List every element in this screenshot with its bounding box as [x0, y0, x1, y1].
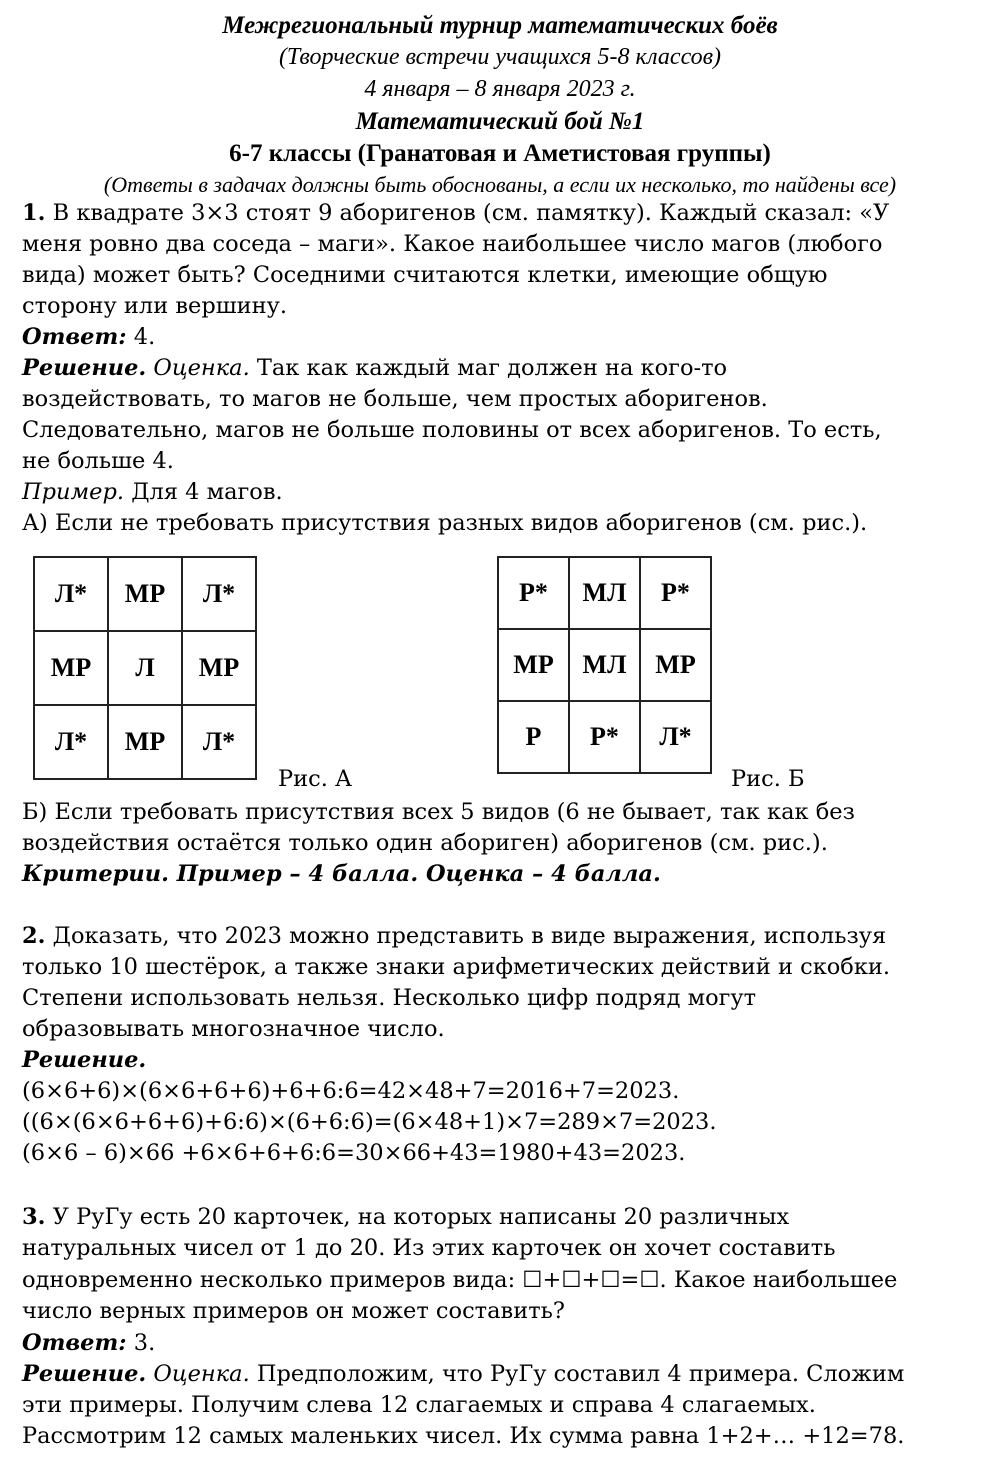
problem-1-solution-line-3: Следовательно, магов не больше половины от всех аборигенов. То есть,: [22, 417, 882, 443]
grades-heading: 6-7 классы (Гранатовая и Аметистовая группы): [229, 140, 771, 167]
battle-title: Математический бой №1: [355, 108, 645, 135]
grid-cell: Л*: [34, 557, 108, 631]
problem-3-line-4: число верных примеров он может составить?: [22, 1298, 565, 1324]
grid-row: [498, 557, 711, 629]
problem-1-case-b-line-1: Б) Если требовать присутствия всех 5 видов (6 не бывает, так как без: [22, 799, 855, 825]
tournament-subtitle: (Творческие встречи учащихся 5-8 классов): [278, 44, 722, 70]
grid-cell: Р*: [640, 557, 711, 629]
grid-cell: Р*: [498, 557, 569, 629]
problem-3-solution-line-1: Решение. Оценка. Предположим, что РуГу составил 4 примера. Сложим: [22, 1361, 905, 1387]
problem-1-solution-line-1: Решение. Оценка. Так как каждый маг должен на кого-то: [22, 355, 728, 381]
grid-row: [34, 705, 256, 779]
tournament-title: Межрегиональный турнир математических боёв: [222, 12, 778, 39]
grid-cell: Л*: [182, 557, 256, 631]
grid-cell: МР: [182, 631, 256, 705]
problem-1-case-b-line-2: воздействия остаётся только один абориген) аборигенов (см. рис.).: [22, 830, 828, 856]
problem-3-number: 3.: [22, 1204, 46, 1230]
problem-2-expression-3: (6×6 – 6)×66 +6×6+6+6:6=30×66+43=1980+43=2023.: [22, 1140, 686, 1166]
figure-a-grid: [33, 556, 257, 780]
grid-row: [34, 631, 256, 705]
answers-note: (Ответы в задачах должны быть обоснованы, а если их несколько, то найдены все): [103, 172, 897, 197]
grid-row: [498, 629, 711, 701]
tournament-dates: 4 января – 8 января 2023 г.: [364, 76, 636, 102]
grid-cell: МЛ: [569, 629, 640, 701]
grid-cell: МР: [108, 557, 182, 631]
problem-1-solution-line-2: воздействовать, то магов не больше, чем простых аборигенов.: [22, 386, 768, 412]
problem-3-line-2: натуральных чисел от 1 до 20. Из этих карточек он хочет составить: [22, 1235, 836, 1261]
problem-1-number: 1.: [22, 200, 46, 226]
problem-1-solution-line-4: не больше 4.: [22, 448, 174, 474]
problem-3-line-1: 3. У РуГу есть 20 карточек, на которых написаны 20 различных: [22, 1204, 790, 1230]
problem-1-case-a: А) Если не требовать присутствия разных видов аборигенов (см. рис.).: [22, 510, 868, 536]
problem-1-line-4: сторону или вершину.: [22, 293, 288, 319]
grid-cell: Л: [108, 631, 182, 705]
problem-3-answer: Ответ: 3.: [22, 1330, 156, 1356]
grid-cell: Л*: [640, 701, 711, 773]
figure-b-grid: [497, 556, 712, 774]
grid-cell: Р*: [569, 701, 640, 773]
grid-cell: МР: [34, 631, 108, 705]
problem-2-line-4: образовывать многозначное число.: [22, 1016, 445, 1042]
problem-2-number: 2.: [22, 923, 46, 949]
grid-cell: Р: [498, 701, 569, 773]
problem-1-line-3: вида) может быть? Соседними считаются клетки, имеющие общую: [22, 262, 828, 288]
grid-cell: МР: [640, 629, 711, 701]
grid-cell: МЛ: [569, 557, 640, 629]
grid-row: [34, 557, 256, 631]
problem-1-example: Пример. Для 4 магов.: [22, 479, 283, 505]
problem-2-expression-2: ((6×(6×6+6+6)+6:6)×(6+6:6)=(6×48+1)×7=289×7=2023.: [22, 1109, 717, 1135]
problem-3-solution-line-2: эти примеры. Получим слева 12 слагаемых и справа 4 слагаемых.: [22, 1392, 816, 1418]
grid-cell: Л*: [34, 705, 108, 779]
problem-1-answer: Ответ: 4.: [22, 324, 156, 350]
problem-1-criteria: Критерии. Пример – 4 балла. Оценка – 4 балла.: [22, 861, 661, 887]
problem-2-line-1: 2. Доказать, что 2023 можно представить в виде выражения, используя: [22, 923, 887, 949]
problem-3-line-3: одновременно несколько примеров вида: ☐+☐+☐=☐. Какое наибольшее: [22, 1267, 898, 1293]
problem-1-line-1: 1. В квадрате 3×3 стоят 9 аборигенов (см. памятку). Каждый сказал: «У: [22, 200, 890, 226]
grid-cell: МР: [498, 629, 569, 701]
grid-cell: Л*: [182, 705, 256, 779]
figure-a-caption: Рис. А: [278, 766, 353, 792]
grid-cell: МР: [108, 705, 182, 779]
problem-2-expression-1: (6×6+6)×(6×6+6+6)+6+6:6=42×48+7=2016+7=2023.: [22, 1078, 680, 1104]
grid-row: [498, 701, 711, 773]
problem-2-line-2: только 10 шестёрок, а также знаки арифметических действий и скобки.: [22, 954, 891, 980]
figure-b-caption: Рис. Б: [731, 766, 805, 792]
problem-1-line-2: меня ровно два соседа – маги». Какое наибольшее число магов (любого: [22, 231, 883, 257]
problem-2-solution-label: Решение.: [22, 1047, 147, 1073]
problem-2-line-3: Степени использовать нельзя. Несколько цифр подряд могут: [22, 985, 757, 1011]
problem-3-solution-line-3: Рассмотрим 12 самых маленьких чисел. Их сумма равна 1+2+… +12=78.: [22, 1423, 905, 1449]
